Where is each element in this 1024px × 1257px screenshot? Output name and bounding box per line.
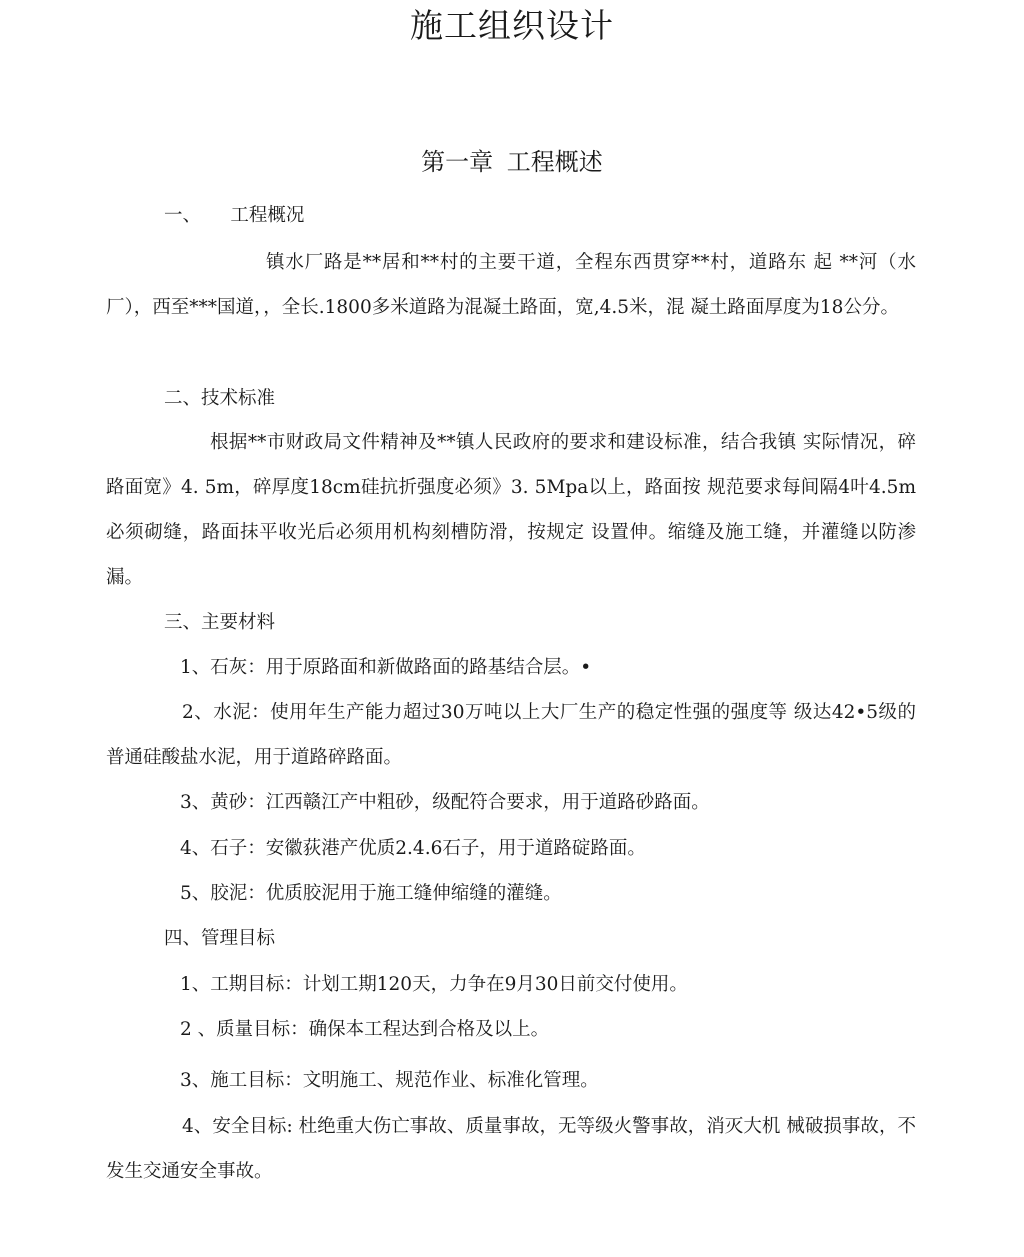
materials-item-1: 1、石灰：用于原路面和新做路面的路基结合层。•	[180, 657, 592, 678]
materials-item-3: 3、黄砂：江西赣江产中粗砂，级配符合要求，用于道路砂路面。	[180, 792, 710, 813]
materials-item-4: 4、石子：安徽荻港产优质2.4.6石子，用于道路碇路面。	[180, 838, 646, 859]
section-heading-2: 二、技术标准	[164, 388, 276, 409]
goals-item-3: 3、施工目标：文明施工、规范作业、标准化管理。	[180, 1070, 599, 1091]
document-title: 施工组织设计	[410, 6, 614, 45]
materials-item-5: 5、胶泥：优质胶泥用于施工缝伸缩缝的灌缝。	[180, 883, 562, 904]
goals-item-2: 2 、质量目标：确保本工程达到合格及以上。	[180, 1019, 550, 1040]
goals-item-4: 4、安全目标: 杜绝重大伤亡事故、质量事故，无等级火警事故，消灭大机 械破损事故，不发生交通安全事故。	[106, 1116, 916, 1182]
materials-item-2: 2、水泥：使用年生产能力超过30万吨以上大厂生产的稳定性强的强度等 级达42•5级的普通硅酸盐水泥，用于道路碎路面。	[106, 702, 916, 768]
section-heading-3: 三、主要材料	[164, 612, 276, 633]
section-heading-4: 四、管理目标	[164, 928, 276, 949]
section-1-paragraph: 镇水厂路是**居和**村的主要干道，全程东西贯穿**村，道路东 起 **河（水厂），西至***国道，，全长.1800多米道路为混凝土路面，宽,4.5米，混 凝土路面厚度为18公分。	[106, 252, 916, 318]
section-heading-1: 一、 工程概况	[164, 205, 305, 226]
chapter-heading: 第一章 工程概述	[421, 148, 603, 176]
section-2-paragraph: 根据**市财政局文件精神及**镇人民政府的要求和建设标准，结合我镇 实际情况，碎路面宽》4. 5m，碎厚度18cm硅抗折强度必须》3. 5Mpa以上，路面按 规范要求每间隔4叶4.5m必须砌缝，路面抹平收光后必须用机构刻槽防滑，按规定 设置伸。缩缝及施工缝，并灌缝以防渗漏。	[106, 432, 916, 588]
goals-item-1: 1、工期目标：计划工期120天，力争在9月30日前交付使用。	[180, 974, 688, 995]
